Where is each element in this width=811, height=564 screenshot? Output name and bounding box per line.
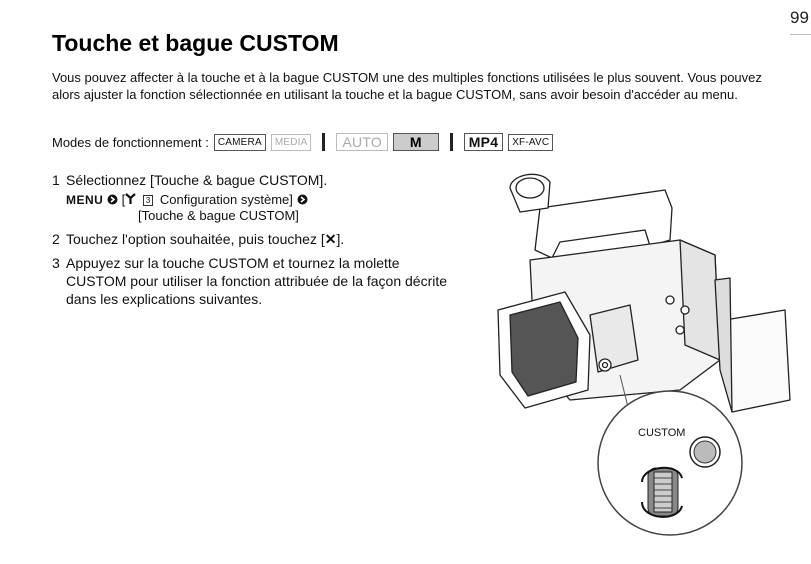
intro-paragraph: Vous pouvez affecter à la touche et à la bague CUSTOM une des multiples fonctions utilisées le plus souvent. Vous pouvez alors ajuster la fonction sélectionnée en utilisant la touche et la bague CUSTOM, sans avoir besoin d'accéder au menu. xyxy=(52,70,762,102)
wrench-icon xyxy=(125,193,136,205)
menu-path xyxy=(66,192,462,208)
tab-number-icon: 3 xyxy=(143,195,153,206)
step-text: Touchez l'option souhaitée, puis touchez [ xyxy=(66,231,325,247)
chevron-right-icon xyxy=(107,194,118,205)
page-title: Touche et bague CUSTOM xyxy=(52,30,339,56)
mode-badge-mp4: MP4 xyxy=(464,133,503,151)
step-number: 3 xyxy=(52,255,60,271)
custom-callout-label: CUSTOM xyxy=(638,427,686,439)
step-1 xyxy=(52,171,462,224)
mode-badge-auto: AUTO xyxy=(336,133,387,151)
menu-path-text: Configuration système] xyxy=(159,192,293,207)
operating-modes xyxy=(52,133,553,151)
step-number: 2 xyxy=(52,231,60,247)
mode-separator xyxy=(450,133,453,151)
custom-ring xyxy=(642,468,682,517)
step-3 xyxy=(52,254,462,308)
step-text-end: ]. xyxy=(336,231,345,247)
camcorder-illustration xyxy=(480,160,811,540)
close-icon: ✕ xyxy=(324,231,337,247)
menu-bracket: [ xyxy=(121,192,126,207)
mode-separator xyxy=(322,133,325,151)
step-text: Appuyez sur la touche CUSTOM et tournez la molette CUSTOM pour utiliser la fonction attribuée de la façon décrite dans les explications suivantes. xyxy=(66,255,448,307)
menu-path-item: [Touche & bague CUSTOM] xyxy=(138,208,299,223)
step-text: Sélectionnez [Touche & bague CUSTOM]. xyxy=(66,172,328,188)
mode-badge-m: M xyxy=(393,133,439,151)
modes-label: Modes de fonctionnement : xyxy=(52,134,209,150)
mode-badge-xf-avc: XF-AVC xyxy=(508,134,553,151)
steps-list xyxy=(52,171,462,314)
page-number-rule xyxy=(790,34,811,35)
mode-badge-camera: CAMERA xyxy=(214,134,266,151)
page-number: 99 xyxy=(790,8,809,27)
step-number: 1 xyxy=(52,172,60,188)
step-2 xyxy=(52,230,462,248)
chevron-right-icon xyxy=(297,194,308,205)
menu-word: MENU xyxy=(66,193,104,207)
lcd-panel xyxy=(725,310,790,412)
mode-badge-media: MEDIA xyxy=(271,134,312,151)
